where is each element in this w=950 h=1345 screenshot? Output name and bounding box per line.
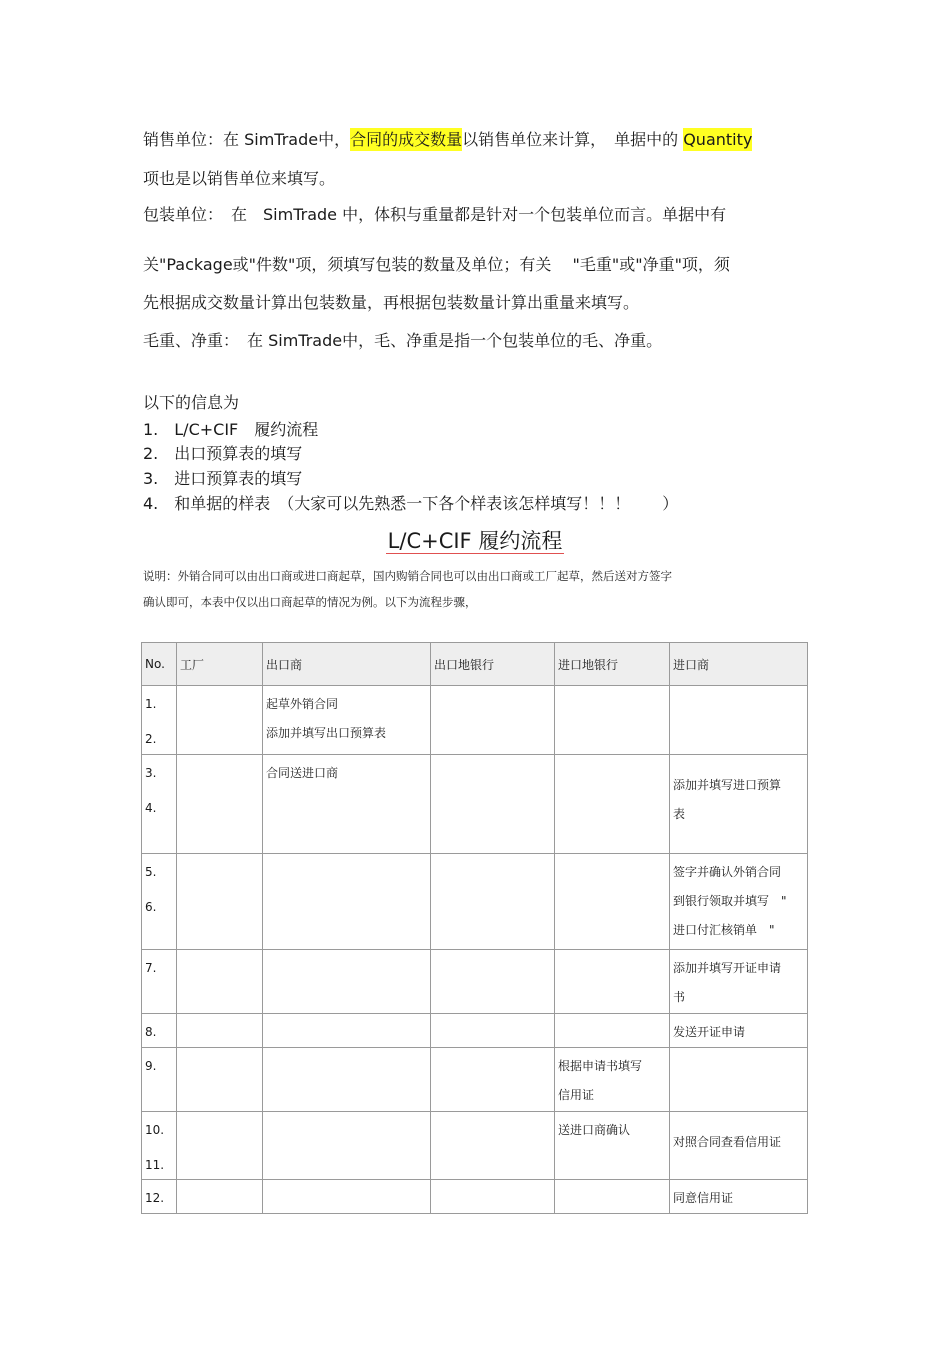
table-cell-importer — [670, 950, 808, 1014]
table-cell-no — [142, 1180, 177, 1214]
cell-line: 签字并确认外销合同 — [673, 865, 782, 879]
info-item: 4. 和单据的样表 （大家可以先熟悉一下各个样表该怎样填写！！！ ） — [143, 494, 679, 513]
pack-unit-text-c: 先根据成交数量计算出包装数量，再根据包装数量计算出重量来填写。 — [143, 293, 640, 312]
info-item: 3. 进口预算表的填写 — [143, 469, 303, 488]
table-row — [142, 755, 808, 854]
table-cell-importer — [670, 854, 808, 950]
table-cell-imp-bank — [555, 854, 670, 950]
table-cell-no — [142, 1112, 177, 1180]
table-cell-exporter — [263, 1048, 431, 1112]
weight-text: 毛重、净重： 在 SimTrade中，毛、净重是指一个包装单位的毛、净重。 — [143, 331, 663, 350]
table-cell-importer — [670, 1112, 808, 1180]
cell-line: 8. — [145, 1025, 157, 1039]
cell-line: 6. — [145, 900, 157, 914]
cell-line: 到银行领取并填写 " — [673, 894, 787, 908]
cell-line: 3. — [145, 766, 157, 780]
table-cell-importer — [670, 1048, 808, 1112]
table-cell-importer — [670, 755, 808, 854]
cell-line: 添加并填写进口预算 — [673, 778, 782, 792]
cell-line: 12. — [145, 1191, 165, 1205]
cell-line: 起草外销合同 — [266, 697, 339, 711]
section-note-line-2: 确认即可，本表中仅以出口商起草的情况为例。以下为流程步骤， — [143, 595, 477, 609]
table-cell-importer — [670, 686, 808, 755]
table-cell-exp-bank — [431, 755, 555, 854]
highlight-contract-quantity: 合同的成交数量 — [350, 130, 463, 149]
cell-line: 1. — [145, 697, 157, 711]
table-cell-exp-bank — [431, 686, 555, 755]
table-cell-imp-bank — [555, 1048, 670, 1112]
table-cell-no — [142, 1014, 177, 1048]
cell-line: 送进口商确认 — [558, 1123, 631, 1137]
cell-line: 7. — [145, 961, 157, 975]
table-cell-factory — [177, 686, 263, 755]
section-title — [0, 527, 950, 555]
table-cell-exporter — [263, 686, 431, 755]
cell-line: 发送开证申请 — [673, 1025, 746, 1039]
cell-line: 9. — [145, 1059, 157, 1073]
table-cell-factory — [177, 1014, 263, 1048]
info-item: 2. 出口预算表的填写 — [143, 444, 303, 463]
table-cell-no — [142, 755, 177, 854]
process-table — [141, 642, 808, 1214]
sales-unit-text-b: 以销售单位来计算， 单据中的 — [462, 130, 684, 149]
table-cell-imp-bank — [555, 755, 670, 854]
header-import-bank: 进口地银行 — [555, 643, 670, 686]
cell-line: 表 — [673, 807, 686, 821]
info-intro: 以下的信息为 — [143, 393, 240, 412]
table-cell-factory — [177, 1048, 263, 1112]
table-cell-exporter — [263, 755, 431, 854]
cell-line: 添加并填写开证申请 — [673, 961, 782, 975]
table-cell-exporter — [263, 1180, 431, 1214]
table-cell-exp-bank — [431, 950, 555, 1014]
table-cell-imp-bank — [555, 950, 670, 1014]
cell-line: 4. — [145, 801, 157, 815]
table-row — [142, 950, 808, 1014]
table-cell-exp-bank — [431, 1112, 555, 1180]
sales-unit-paragraph — [143, 129, 752, 151]
table-cell-no — [142, 686, 177, 755]
table-cell-exp-bank — [431, 854, 555, 950]
cell-line: 合同送进口商 — [266, 766, 339, 780]
table-cell-no — [142, 854, 177, 950]
cell-line: 信用证 — [558, 1088, 595, 1102]
sales-unit-text-c: 项也是以销售单位来填写。 — [143, 169, 336, 188]
table-header-row — [142, 643, 808, 686]
cell-line: 10. — [145, 1123, 165, 1137]
table-row — [142, 1180, 808, 1214]
table-cell-exp-bank — [431, 1180, 555, 1214]
table-cell-no — [142, 1048, 177, 1112]
header-no: No. — [142, 643, 177, 686]
table-row — [142, 854, 808, 950]
section-note-line-1: 说明：外销合同可以由出口商或进口商起草，国内购销合同也可以由出口商或工厂起草，然后送对方签字 — [143, 569, 672, 583]
cell-line: 对照合同查看信用证 — [673, 1135, 782, 1149]
table-cell-no — [142, 950, 177, 1014]
info-item: 1. L/C+CIF 履约流程 — [143, 420, 319, 439]
table-row — [142, 1048, 808, 1112]
table-cell-importer — [670, 1180, 808, 1214]
table-cell-exporter — [263, 854, 431, 950]
table-row — [142, 1112, 808, 1180]
table-cell-factory — [177, 1180, 263, 1214]
sales-unit-text-a: 销售单位：在 SimTrade中， — [143, 130, 351, 149]
section-title-text: L/C+CIF 履约流程 — [387, 529, 563, 553]
cell-line: 2. — [145, 732, 157, 746]
cell-line: 同意信用证 — [673, 1191, 734, 1205]
table-cell-imp-bank — [555, 1112, 670, 1180]
cell-line: 5. — [145, 865, 157, 879]
header-export-bank: 出口地银行 — [431, 643, 555, 686]
table-row — [142, 686, 808, 755]
table-cell-factory — [177, 854, 263, 950]
cell-line: 进口付汇核销单 " — [673, 923, 775, 937]
table-row — [142, 1014, 808, 1048]
header-importer: 进口商 — [670, 643, 808, 686]
table-cell-exp-bank — [431, 1014, 555, 1048]
table-cell-imp-bank — [555, 1014, 670, 1048]
table-cell-importer — [670, 1014, 808, 1048]
table-cell-imp-bank — [555, 686, 670, 755]
table-cell-imp-bank — [555, 1180, 670, 1214]
cell-line: 根据申请书填写 — [558, 1059, 643, 1073]
table-cell-factory — [177, 950, 263, 1014]
header-factory: 工厂 — [177, 643, 263, 686]
cell-line: 11. — [145, 1158, 165, 1172]
table-cell-exporter — [263, 950, 431, 1014]
pack-unit-text-a: 包装单位： 在 SimTrade 中，体积与重量都是针对一个包装单位而言。单据中有 — [143, 205, 727, 224]
highlight-quantity: Quantity — [683, 130, 753, 149]
table-cell-exp-bank — [431, 1048, 555, 1112]
pack-unit-text-b: 关"Package或"件数"项，须填写包装的数量及单位；有关 "毛重"或"净重"项，须 — [143, 255, 730, 274]
header-exporter: 出口商 — [263, 643, 431, 686]
table-cell-factory — [177, 1112, 263, 1180]
cell-line: 书 — [673, 990, 686, 1004]
table-cell-exporter — [263, 1112, 431, 1180]
table-cell-factory — [177, 755, 263, 854]
cell-line: 添加并填写出口预算表 — [266, 726, 387, 740]
table-cell-exporter — [263, 1014, 431, 1048]
